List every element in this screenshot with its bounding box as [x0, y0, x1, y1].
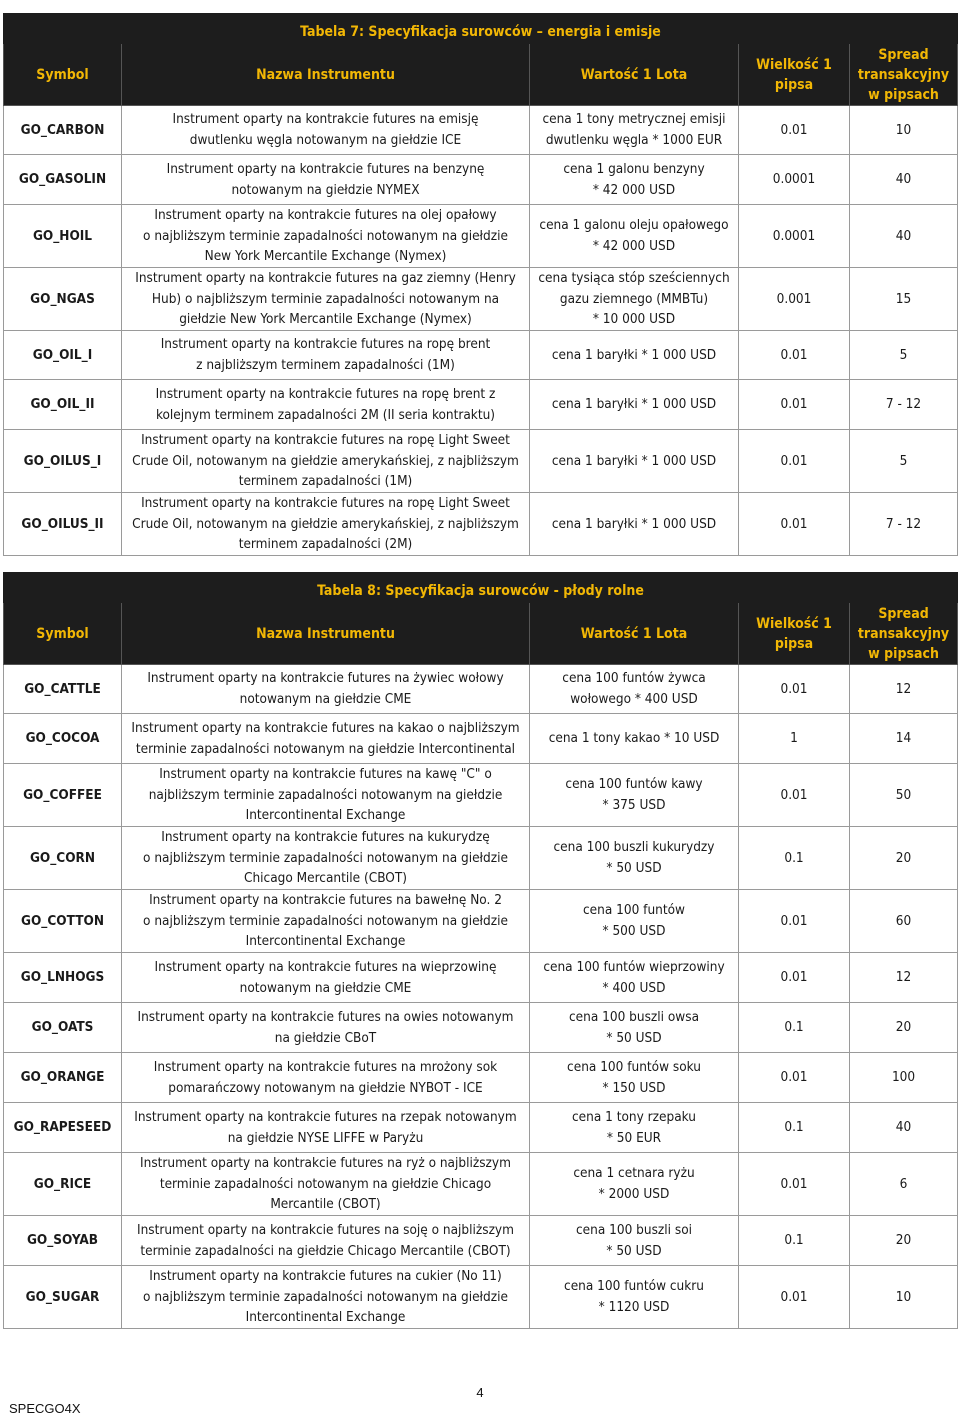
cell-pip-size: 0.001	[739, 268, 850, 331]
cell-spread: 5	[850, 430, 958, 493]
cell-instrument-name	[122, 1153, 530, 1216]
cell-instrument-name-line: Instrument oparty na kontrakcie futures na kukurydzę	[161, 829, 490, 846]
table-body	[4, 665, 958, 1329]
cell-instrument-name	[122, 430, 530, 493]
header-lot-value: Wartość 1 Lota	[530, 44, 739, 106]
cell-lot-value-line: cena 100 funtów soku	[567, 1058, 701, 1075]
cell-lot-value	[530, 268, 739, 331]
cell-spread: 100	[850, 1053, 958, 1103]
cell-instrument-name-line: Instrument oparty na kontrakcie futures na soję o najbliższym	[137, 1221, 514, 1238]
table-energy-emissions	[3, 13, 958, 556]
cell-lot-value-line: * 2000 USD	[598, 1186, 670, 1202]
cell-symbol: GO_CORN	[4, 827, 122, 890]
table-row	[4, 493, 958, 556]
cell-instrument-name	[122, 953, 530, 1003]
cell-instrument-name-line: Chicago Mercantile (CBOT)	[243, 870, 407, 887]
cell-lot-value-line: * 50 USD	[606, 1029, 662, 1046]
cell-lot-value-line: * 400 USD	[602, 979, 666, 996]
table-row	[4, 714, 958, 764]
table-row	[4, 764, 958, 827]
cell-spread: 20	[850, 1003, 958, 1053]
cell-lot-value-line: cena 100 buszli soi	[575, 1221, 693, 1238]
table-row	[4, 155, 958, 205]
cell-instrument-name-line: terminie zapadalności notowanym na giełdzie Chicago	[159, 1175, 492, 1192]
cell-symbol: GO_OIL_II	[4, 380, 122, 430]
cell-lot-value-line: * 375 USD	[602, 797, 666, 813]
cell-spread: 5	[850, 331, 958, 380]
cell-instrument-name-line: Intercontinental Exchange	[245, 933, 406, 950]
cell-symbol: GO_COTTON	[4, 890, 122, 953]
cell-lot-value	[530, 714, 739, 764]
cell-lot-value	[530, 1266, 739, 1329]
table-row	[4, 1053, 958, 1103]
cell-instrument-name-line: Instrument oparty na kontrakcie futures na cukier (No 11)	[149, 1268, 502, 1285]
cell-lot-value-line: * 42 000 USD	[592, 181, 676, 198]
table-row	[4, 106, 958, 155]
cell-spread: 10	[850, 106, 958, 155]
cell-symbol: GO_GASOLIN	[4, 155, 122, 205]
cell-lot-value-line: cena 1 baryłki * 1 000 USD	[551, 396, 717, 413]
cell-instrument-name-line: o najbliższym terminie zapadalności notowanym na giełdzie	[143, 227, 508, 244]
cell-spread: 40	[850, 1103, 958, 1153]
cell-lot-value-line: * 150 USD	[602, 1079, 666, 1096]
cell-instrument-name	[122, 380, 530, 430]
cell-spread: 15	[850, 268, 958, 331]
cell-pip-size: 0.1	[739, 1216, 850, 1266]
cell-lot-value-line: cena 1 galonu oleju opałowego	[539, 217, 729, 234]
header-symbol: Symbol	[4, 44, 122, 106]
cell-instrument-name-line: Instrument oparty na kontrakcie futures na żywiec wołowy	[147, 670, 504, 687]
cell-pip-size: 0.01	[739, 1266, 850, 1329]
cell-instrument-name-line: z najbliższym terminem zapadalności (1M)	[196, 357, 455, 373]
cell-lot-value-line: * 50 USD	[606, 860, 662, 876]
cell-instrument-name-line: terminie zapadalności na giełdzie Chicago Mercantile (CBOT)	[140, 1242, 511, 1259]
cell-instrument-name	[122, 155, 530, 205]
table-caption-row	[4, 573, 958, 603]
cell-spread: 6	[850, 1153, 958, 1216]
cell-pip-size: 0.0001	[739, 155, 850, 205]
cell-instrument-name-line: notowanym na giełdzie NYMEX	[231, 181, 420, 198]
header-spread: Spread transakcyjny w pipsach	[850, 44, 958, 106]
cell-instrument-name-line: Instrument oparty na kontrakcie futures na owies notowanym	[137, 1008, 514, 1025]
cell-pip-size: 0.01	[739, 890, 850, 953]
cell-pip-size: 0.01	[739, 380, 850, 430]
cell-symbol: GO_CATTLE	[4, 665, 122, 714]
cell-instrument-name-line: Instrument oparty na kontrakcie futures na kawę "C" o	[159, 766, 492, 783]
cell-spread: 14	[850, 714, 958, 764]
table-row	[4, 1216, 958, 1266]
cell-lot-value-line: cena 100 funtów	[583, 902, 685, 919]
cell-symbol: GO_OIL_I	[4, 331, 122, 380]
cell-lot-value-line: cena 1 tony kakao * 10 USD	[548, 730, 720, 747]
cell-instrument-name	[122, 890, 530, 953]
cell-instrument-name-line: Intercontinental Exchange	[245, 807, 406, 824]
table-row	[4, 268, 958, 331]
cell-instrument-name-line: o najbliższym terminie zapadalności notowanym na giełdzie	[143, 849, 508, 866]
cell-pip-size: 0.1	[739, 1103, 850, 1153]
table-row	[4, 953, 958, 1003]
table-row	[4, 331, 958, 380]
cell-pip-size: 0.01	[739, 1053, 850, 1103]
cell-instrument-name-line: Instrument oparty na kontrakcie futures na bawełnę No. 2	[149, 892, 502, 909]
cell-instrument-name	[122, 331, 530, 380]
cell-spread: 40	[850, 155, 958, 205]
cell-lot-value-line: cena 100 buszli kukurydzy	[553, 839, 715, 856]
cell-instrument-name-line: o najbliższym terminie zapadalności notowanym na giełdzie	[143, 912, 508, 929]
cell-instrument-name	[122, 1103, 530, 1153]
cell-pip-size: 0.01	[739, 953, 850, 1003]
cell-symbol: GO_RICE	[4, 1153, 122, 1216]
cell-lot-value-line: cena 1 baryłki * 1 000 USD	[551, 452, 717, 469]
cell-lot-value	[530, 764, 739, 827]
cell-symbol: GO_OILUS_II	[4, 493, 122, 556]
header-symbol: Symbol	[4, 603, 122, 665]
cell-instrument-name-line: Instrument oparty na kontrakcie futures na ropę brent z	[155, 385, 496, 402]
cell-lot-value-line: gazu ziemnego (MMBTu)	[559, 290, 709, 307]
cell-instrument-name-line: na giełdzie CBoT	[274, 1029, 377, 1046]
cell-instrument-name-line: o najbliższym terminie zapadalności notowanym na giełdzie	[143, 1288, 508, 1305]
cell-instrument-name	[122, 268, 530, 331]
cell-instrument-name	[122, 714, 530, 764]
cell-pip-size: 0.01	[739, 493, 850, 556]
cell-lot-value	[530, 1003, 739, 1053]
cell-pip-size: 0.0001	[739, 205, 850, 268]
cell-instrument-name-line: Instrument oparty na kontrakcie futures na mrożony sok	[153, 1058, 498, 1075]
cell-spread: 7 - 12	[850, 380, 958, 430]
cell-lot-value	[530, 953, 739, 1003]
cell-instrument-name	[122, 1053, 530, 1103]
cell-lot-value-line: cena tysiąca stóp sześciennych	[538, 270, 730, 287]
cell-spread: 20	[850, 1216, 958, 1266]
cell-instrument-name-line: New York Mercantile Exchange (Nymex)	[204, 248, 447, 265]
cell-pip-size: 0.01	[739, 106, 850, 155]
cell-lot-value-line: cena 100 funtów żywca	[562, 670, 706, 687]
cell-instrument-name-line: notowanym na giełdzie CME	[239, 979, 412, 996]
cell-symbol: GO_OATS	[4, 1003, 122, 1053]
table-header-row	[4, 44, 958, 106]
cell-pip-size: 0.1	[739, 1003, 850, 1053]
cell-lot-value	[530, 106, 739, 155]
cell-instrument-name-line: Hub) o najbliższym terminie zapadalności notowanym na	[151, 290, 500, 307]
cell-lot-value-line: * 10 000 USD	[592, 311, 676, 328]
cell-instrument-name-line: Crude Oil, notowanym na giełdzie amerykańskiej, z najbliższym	[132, 452, 519, 469]
header-spread: Spread transakcyjny w pipsach	[850, 603, 958, 665]
cell-symbol: GO_LNHOGS	[4, 953, 122, 1003]
cell-spread: 10	[850, 1266, 958, 1329]
header-pip-size: Wielkość 1 pipsa	[739, 603, 850, 665]
table-row	[4, 827, 958, 890]
cell-lot-value	[530, 1053, 739, 1103]
cell-lot-value-line: cena 1 baryłki * 1 000 USD	[551, 346, 717, 363]
cell-instrument-name	[122, 665, 530, 714]
cell-instrument-name-line: notowanym na giełdzie CME	[239, 691, 412, 707]
document-code: SPECGO4X	[9, 1401, 81, 1416]
cell-lot-value-line: cena 1 tony metrycznej emisji	[542, 111, 726, 128]
header-instrument-name: Nazwa Instrumentu	[122, 603, 530, 665]
cell-spread: 60	[850, 890, 958, 953]
cell-lot-value	[530, 827, 739, 890]
cell-instrument-name-line: Instrument oparty na kontrakcie futures na wieprzowinę	[154, 958, 497, 975]
cell-lot-value-line: cena 100 buszli owsa	[568, 1008, 700, 1025]
cell-lot-value-line: wołowego * 400 USD	[570, 691, 698, 707]
header-instrument-name: Nazwa Instrumentu	[122, 44, 530, 106]
cell-instrument-name-line: Instrument oparty na kontrakcie futures na olej opałowy	[154, 207, 497, 224]
cell-lot-value-line: cena 1 cetnara ryżu	[573, 1165, 695, 1182]
table-row	[4, 205, 958, 268]
table-row	[4, 1266, 958, 1329]
cell-symbol: GO_OILUS_I	[4, 430, 122, 493]
cell-instrument-name-line: terminem zapadalności (2M)	[238, 536, 413, 553]
table-title: Tabela 8: Specyfikacja surowców - płody rolne	[4, 573, 958, 603]
cell-instrument-name-line: Instrument oparty na kontrakcie futures na ropę brent	[160, 336, 491, 353]
cell-pip-size: 0.01	[739, 764, 850, 827]
cell-instrument-name	[122, 493, 530, 556]
cell-lot-value	[530, 430, 739, 493]
cell-spread: 12	[850, 665, 958, 714]
cell-instrument-name-line: najbliższym terminie zapadalności notowanym na giełdzie	[148, 786, 503, 803]
cell-lot-value-line: cena 100 funtów cukru	[564, 1278, 704, 1295]
cell-symbol: GO_NGAS	[4, 268, 122, 331]
cell-lot-value-line: * 50 USD	[606, 1242, 662, 1259]
cell-symbol: GO_HOIL	[4, 205, 122, 268]
cell-instrument-name	[122, 764, 530, 827]
cell-pip-size: 0.01	[739, 665, 850, 714]
cell-lot-value	[530, 331, 739, 380]
cell-instrument-name-line: Instrument oparty na kontrakcie futures na rzepak notowanym	[134, 1108, 517, 1125]
table-header-row	[4, 603, 958, 665]
cell-lot-value	[530, 1153, 739, 1216]
cell-spread: 7 - 12	[850, 493, 958, 556]
table-row	[4, 430, 958, 493]
cell-instrument-name-line: terminie zapadalności notowanym na giełdzie Intercontinental	[135, 740, 516, 757]
cell-lot-value	[530, 155, 739, 205]
cell-instrument-name	[122, 1216, 530, 1266]
cell-lot-value-line: cena 1 baryłki * 1 000 USD	[551, 515, 717, 532]
cell-spread: 20	[850, 827, 958, 890]
cell-lot-value	[530, 205, 739, 268]
table-row	[4, 1003, 958, 1053]
cell-instrument-name-line: giełdzie New York Mercantile Exchange (Nymex)	[179, 311, 472, 328]
cell-instrument-name-line: Instrument oparty na kontrakcie futures na kakao o najbliższym	[131, 719, 520, 736]
header-pip-size: Wielkość 1 pipsa	[739, 44, 850, 106]
cell-lot-value-line: cena 1 tony rzepaku	[572, 1108, 696, 1125]
table-body	[4, 106, 958, 556]
cell-instrument-name-line: Instrument oparty na kontrakcie futures na ropę Light Sweet	[141, 495, 510, 512]
cell-instrument-name-line: dwutlenku węgla notowanym na giełdzie ICE	[189, 132, 462, 148]
cell-instrument-name-line: Instrument oparty na kontrakcie futures na gaz ziemny (Henry	[135, 270, 516, 287]
cell-lot-value	[530, 1103, 739, 1153]
cell-instrument-name-line: pomarańczowy notowanym na giełdzie NYBOT - ICE	[168, 1079, 483, 1096]
cell-pip-size: 0.1	[739, 827, 850, 890]
cell-pip-size: 0.01	[739, 430, 850, 493]
cell-lot-value-line: dwutlenku węgla * 1000 EUR	[545, 132, 723, 148]
table-title: Tabela 7: Specyfikacja surowców – energia i emisje	[4, 14, 958, 44]
cell-symbol: GO_ORANGE	[4, 1053, 122, 1103]
cell-lot-value-line: cena 100 funtów kawy	[565, 776, 703, 793]
cell-spread: 40	[850, 205, 958, 268]
cell-lot-value-line: * 500 USD	[602, 923, 666, 939]
cell-lot-value-line: * 1120 USD	[598, 1299, 670, 1315]
cell-spread: 12	[850, 953, 958, 1003]
cell-spread: 50	[850, 764, 958, 827]
table-row	[4, 380, 958, 430]
cell-instrument-name-line: Intercontinental Exchange	[245, 1309, 406, 1326]
cell-symbol: GO_SUGAR	[4, 1266, 122, 1329]
table-row	[4, 1103, 958, 1153]
cell-lot-value	[530, 380, 739, 430]
cell-instrument-name-line: kolejnym terminem zapadalności 2M (II seria kontraktu)	[155, 406, 496, 423]
cell-instrument-name-line: Crude Oil, notowanym na giełdzie amerykańskiej, z najbliższym	[132, 515, 519, 532]
table-row	[4, 1153, 958, 1216]
cell-lot-value	[530, 1216, 739, 1266]
page-number: 4	[476, 1385, 484, 1400]
cell-instrument-name	[122, 1003, 530, 1053]
cell-instrument-name	[122, 106, 530, 155]
cell-instrument-name-line: Instrument oparty na kontrakcie futures na emisję	[172, 111, 479, 128]
cell-symbol: GO_RAPESEED	[4, 1103, 122, 1153]
cell-instrument-name-line: Instrument oparty na kontrakcie futures na ropę Light Sweet	[141, 432, 510, 449]
cell-lot-value	[530, 665, 739, 714]
cell-instrument-name-line: Instrument oparty na kontrakcie futures na ryż o najbliższym	[140, 1155, 511, 1172]
cell-symbol: GO_COCOA	[4, 714, 122, 764]
cell-instrument-name-line: Instrument oparty na kontrakcie futures na benzynę	[166, 160, 485, 177]
cell-pip-size: 1	[739, 714, 850, 764]
header-lot-value: Wartość 1 Lota	[530, 603, 739, 665]
cell-lot-value	[530, 890, 739, 953]
cell-lot-value-line: * 42 000 USD	[592, 238, 676, 254]
cell-pip-size: 0.01	[739, 331, 850, 380]
table-row	[4, 665, 958, 714]
cell-instrument-name	[122, 1266, 530, 1329]
cell-instrument-name-line: Mercantile (CBOT)	[270, 1196, 381, 1213]
table-agricultural	[3, 572, 958, 1329]
cell-pip-size: 0.01	[739, 1153, 850, 1216]
cell-instrument-name	[122, 205, 530, 268]
cell-lot-value-line: * 50 EUR	[606, 1129, 662, 1146]
cell-lot-value-line: cena 100 funtów wieprzowiny	[543, 958, 725, 975]
cell-symbol: GO_CARBON	[4, 106, 122, 155]
cell-lot-value	[530, 493, 739, 556]
cell-lot-value-line: cena 1 galonu benzyny	[563, 160, 705, 177]
cell-instrument-name-line: na giełdzie NYSE LIFFE w Paryżu	[227, 1129, 424, 1146]
cell-instrument-name	[122, 827, 530, 890]
cell-symbol: GO_COFFEE	[4, 764, 122, 827]
table-caption-row	[4, 14, 958, 44]
table-row	[4, 890, 958, 953]
cell-instrument-name-line: terminem zapadalności (1M)	[238, 473, 413, 490]
cell-symbol: GO_SOYAB	[4, 1216, 122, 1266]
